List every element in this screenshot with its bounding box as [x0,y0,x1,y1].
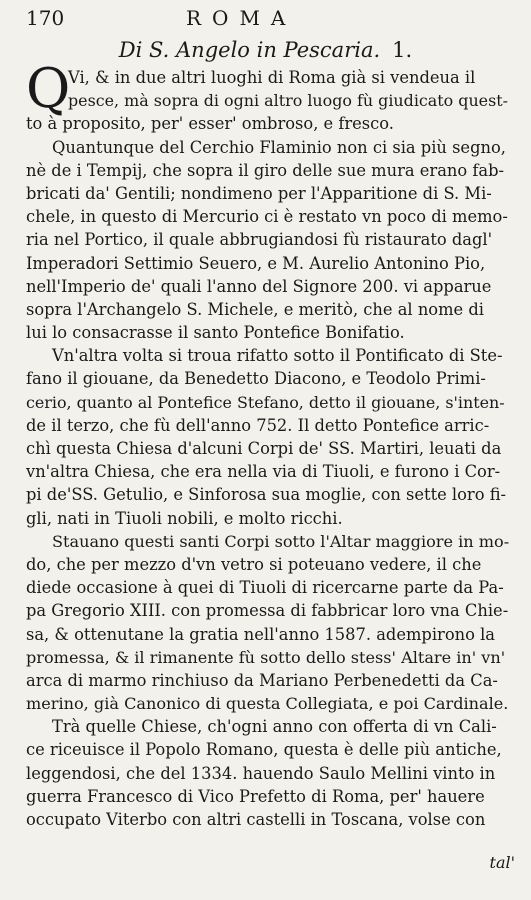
text-line: leggendosi, che del 1334. hauendo Saulo Mellini vinto in [26,763,496,783]
text-line: ria nel Portico, il quale abbrugiandosi fù ristaurato dagl' [26,230,493,250]
text-line: lui lo consacrasse il santo Pontefice Bonifatio. [26,323,405,343]
text-line: Stauano questi santi Corpi sotto l'Altar maggiore in mo- [52,531,510,551]
text-line: pa Gregorio XIII. con promessa di fabbricar loro vna Chie- [26,601,509,621]
text-line: bricati da' Gentili; nondimeno per l'Apparitione di S. Mi- [26,183,492,203]
text-line: Imperadori Settimio Seuero, e M. Aurelio Antonino Pio, [26,253,486,273]
text-line: ce riceuisce il Popolo Romano, questa è delle più antiche, [26,740,502,760]
page-header [26,6,505,62]
text-line: pesce, mà sopra di ogni altro luogo fù giudicato quest- [68,91,508,111]
text-line: chele, in questo di Mercurio ci è restato vn poco di memo- [26,207,508,227]
text-line: diede occasione à quei di Tiuoli di ricercarne parte da Pa- [26,578,504,598]
section-title-text: Di S. Angelo in Pescaria. [118,38,381,62]
section-number: 1. [392,38,413,62]
text-line: arca di marmo rinchiuso da Mariano Perbenedetti da Ca- [26,670,498,690]
body-text [26,57,510,831]
text-line: de il terzo, che fù dell'anno 752. Il detto Pontefice arric- [26,415,490,435]
text-line: pi de'SS. Getulio, e Sinforosa sua moglie, con sette loro fi- [26,485,507,505]
running-title: ROMA [186,6,297,30]
text-line: do, che per mezzo d'vn vetro si poteuano vedere, il che [26,554,482,574]
text-line: occupato Viterbo con altri castelli in Toscana, volse con [26,810,486,829]
text-line: merino, già Canonico di questa Collegiata, e poi Cardinale. [26,694,509,714]
text-line: Vn'altra volta si troua rifatto sotto il Pontificato di Ste- [52,346,503,366]
text-line: chì questa Chiesa d'alcuni Corpi de' SS. Martiri, leuati da [26,439,502,458]
page-number: 170 [26,6,65,30]
text-line: nell'Imperio de' quali l'anno del Signore 200. vi apparue [26,276,492,296]
text-line: gli, nati in Tiuoli nobili, e molto ricchi. [26,508,343,528]
section-title [26,38,505,62]
text-line: Vi, & in due altri luoghi di Roma già si vendeua il [68,68,476,87]
text-line: Quantunque del Cerchio Flaminio non ci sia più segno, [52,137,506,157]
drop-cap: Q [26,57,71,120]
text-line: to à proposito, per' esser' ombroso, e fresco. [26,114,394,134]
text-line: fano il giouane, da Benedetto Diacono, e Teodolo Primi- [26,369,486,389]
text-line: sopra l'Archangelo S. Michele, e meritò, che al nome di [26,299,484,319]
text-line: sa, & ottenutane la gratia nell'anno 1587. adempirono la [26,624,496,644]
text-line: Trà quelle Chiese, ch'ogni anno con offerta di vn Cali- [52,717,497,737]
text-line: vn'altra Chiesa, che era nella via di Tiuoli, e furono i Cor- [26,462,501,482]
text-line: guerra Francesco di Vico Prefetto di Roma, per' hauere [26,786,485,806]
text-line: nè de i Tempij, che sopra il giro delle sue mura erano fab- [26,160,505,180]
text-line: cerio, quanto al Pontefice Stefano, detto il giouane, s'inten- [26,392,505,412]
text-line: promessa, & il rimanente fù sotto dello stess' Altare in' vn' [26,647,506,667]
catchword: tal' [489,853,515,872]
